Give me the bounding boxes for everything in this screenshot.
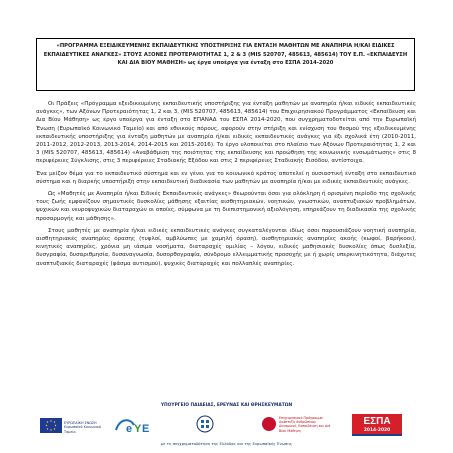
document-title-box — [36, 38, 415, 91]
cofunding-note: με τη συγχρηματοδότηση της Ελλάδας και της Ευρωπαϊκής Ένωσης — [161, 441, 292, 446]
document-body — [36, 100, 416, 272]
espa-accent-bar — [352, 434, 402, 436]
paragraph-categories: Στους μαθητές με αναπηρία ή/και ειδικές εκπαιδευτικές ανάγκες συγκαταλέγονται ιδίως όσοι παρουσιάζουν νοητική αναπηρία, αισθητηριακές αναπηρίες όρασης (τυφλοί, αμβλύωπες με χαμηλή όραση), αισθητηριακές αναπηρίες ακοής (κωφοί, βαρήκοοι), κινητικές αναπηρίες, χρόνια μη ιάσιμα νοσήματα, διαταραχές ομιλίας – λόγου, ειδικές μαθησιακές δυσκολίες όπως δυσλεξία, δυσγραφία, δυσαριθμησία, δυσαναγνωσία, δυσορθογραφία, σύνδρομο ελλειμματικής προσοχής με ή χωρίς υπερκινητικότητα, διάχυτες αναπτυξιακές διαταραχές (φάσμα αυτισμού), ψυχικές διαταραχές και πολλαπλές αναπηρίες. — [36, 227, 416, 267]
paragraph-issue: Ένα μείζον θέμα για το εκπαιδευτικό σύστημα και εν γένει για το κοινωνικό κράτος αποτελεί η ουσιαστική ένταξη στο εκπαιδευτικό σύστημα και η διαρκής υποστήριξη στην εκπαιδευτική διαδικασία των μαθητών με αναπηρία ή/και με ειδικές εκπαιδευτικές ανάγκες. — [36, 170, 416, 185]
eu-flag-icon — [40, 418, 62, 433]
espa-logo — [352, 414, 402, 436]
footer-logos — [0, 410, 453, 440]
espa-years: 2014-2020 — [363, 428, 391, 433]
footer-logo-bar — [0, 403, 453, 453]
paragraph-intro: Οι Πράξεις «Πρόγραμμα εξειδικευμένης εκπαιδευτικής υποστήριξης για ένταξη μαθητών με αναπηρία ή/και ειδικές εκπαιδευτικές ανάγκες», των Αξόνων Προτεραιότητας 1, 2 και 3, (MIS 520707, 485613, 485614) του Επιχειρησιακού Προγράμματος «Εκπαίδευση και Δια Βίου Μάθηση» ως έργο υποέργα για ένταξη στο ΕΠΑΝΑΔ του ΕΣΠΑ 2014-2020, που συγχρηματοδοτείται από την Ευρωπαϊκή Ένωση (Ευρωπαϊκό Κοινωνικό Ταμείο) και από εθνικούς πόρους, αφορούν στην στήριξη και ενίσχυση του θεσμού της εξειδικευμένης εκπαιδευτικής υποστήριξης για ένταξη μαθητών με αναπηρία ή/και ειδικές εκπαιδευτικές ανάγκες για έξι σχολικά έτη (2010-2011, 2011-2012, 2012-2013, 2013-2014, 2014-2015 και 2015-2016). Το έργο υλοποιείται στο πλαίσιο των Αξόνων Προτεραιότητας 1, 2 και 3 (MIS 520707, 485613, 485614) «Αναβάθμιση της ποιότητας της εκπαίδευσης και προώθηση της κοινωνικής ενσωμάτωσης» στις 8 περιφέρειες Σύγκλισης, στις 3 περιφέρειες Σταδιακής Εξόδου και στις 2 περιφέρειες Σταδιακής Εισόδου, αντίστοιχα. — [36, 101, 416, 165]
svg-text:E: E — [142, 423, 150, 434]
esf-logo-icon — [112, 416, 152, 434]
ministry-caption: ΥΠΟΥΡΓΕΙΟ ΠΑΙΔΕΙΑΣ, ΕΡΕΥΝΑΣ ΚΑΙ ΘΡΗΣΚΕΥΜΑΤΩΝ — [160, 403, 293, 408]
svg-text:e: e — [126, 423, 133, 434]
op-mark-icon — [262, 417, 276, 431]
paragraph-definition: Ως «Μαθητές με Αναπηρία ή/και Ειδικές Εκπαιδευτικές ανάγκες» θεωρούνται όσοι για ολόκληρη ή ορισμένη περίοδο της σχολικής τους ζωής εμφανίζουν σημαντικές δυσκολίες μάθησης εξαιτίας αισθητηριακών, νοητικών, γνωστικών, αναπτυξιακών προβλημάτων, ψυχικών και νευροψυχικών διαταραχών οι οποίες, σύμφωνα με τη διεπιστημονική αξιολόγηση, επηρεάζουν τη διαδικασία της σχολικής προσαρμογής και μάθησης». — [36, 191, 416, 222]
greek-emblem-icon — [180, 414, 230, 434]
document-title: «ΠΡΟΓΡΑΜΜΑ ΕΞΕΙΔΙΚΕΥΜΕΝΗΣ ΕΚΠΑΙΔΕΥΤΙΚΗΣ ΥΠΟΣΤΗΡΙΞΗΣ ΓΙΑ ΕΝΤΑΞΗ ΜΑΘΗΤΩΝ ΜΕ ΑΝΑΠΗΡΙΑ Η/ΚΑΙ ΕΙΔΙΚΕΣ ΕΚΠΑΙΔΕΥΤΙΚΕΣ ΑΝΑΓΚΕΣ» ΣΤΟΥΣ ΑΞΟΝΕΣ ΠΡΟΤΕΡΑΙΟΤΗΤΑΣ 1, 2 & 3 (MIS 520707, 485613, 485614) ΤΟΥ Ε.Π. «ΕΚΠΑΙΔΕΥΣΗ ΚΑΙ ΔΙΑ ΒΙΟΥ ΜΑΘΗΣΗ» ως έργα υποέργα για ένταξη στο ΕΣΠΑ 2014-2020 — [43, 43, 408, 67]
eu-label: ΕΥΡΩΠΑΪΚΗ ΕΝΩΣΗ Ευρωπαϊκό Κοινωνικό Ταμείο — [64, 421, 101, 434]
espa-name: ΕΣΠΑ — [363, 416, 391, 427]
op-label: Επιχειρησιακό Πρόγραμμα Ανάπτυξη Ανθρώπινου Δυναμικού, Εκπαίδευση και Διά Βίου Μάθηση — [279, 416, 331, 433]
operational-programme-logo — [262, 416, 334, 434]
svg-text:Y: Y — [134, 423, 142, 434]
